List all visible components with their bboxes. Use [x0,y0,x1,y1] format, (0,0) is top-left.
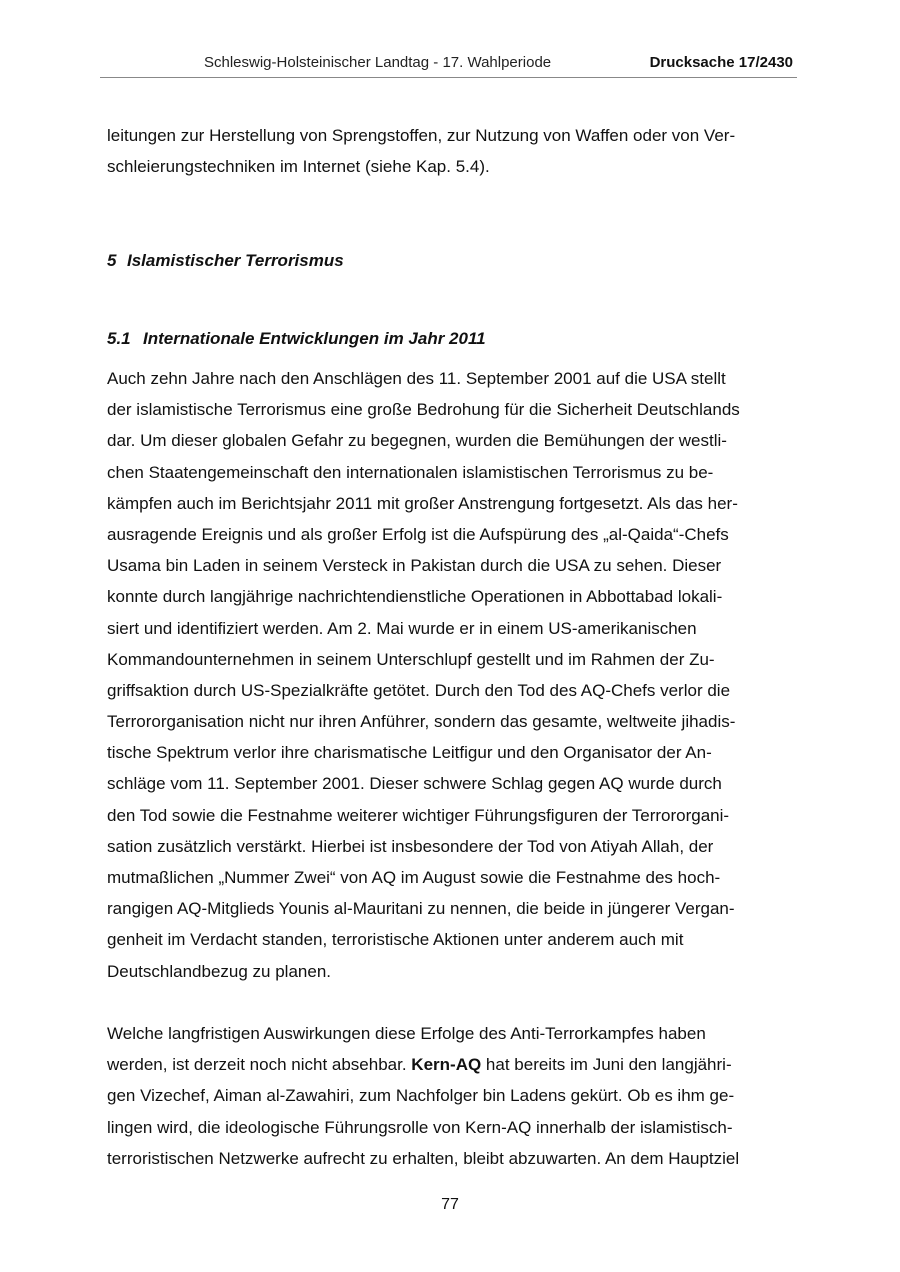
text-line: den Tod sowie die Festnahme weiterer wichtiger Führungsfiguren der Terrororgani- [107,805,730,825]
page-number: 77 [441,1196,459,1213]
text-line: ausragende Ereignis und als großer Erfolg ist die Aufspürung des „al-Qaida“-Chefs [107,524,729,544]
text-line [107,1049,807,1080]
text-line: der islamistische Terrorismus eine große Bedrohung für die Sicherheit Deutschlands [107,400,740,420]
text-line: mutmaßlichen „Nummer Zwei“ von AQ im August sowie die Festnahme des hoch- [107,868,721,887]
text-line: siert und identifiziert werden. Am 2. Mai wurde er in einem US-amerikanischen [107,618,697,638]
intro-paragraph [107,120,807,182]
text-line: kämpfen auch im Berichtsjahr 2011 mit großer Anstrengung fortgesetzt. Als das her- [107,493,738,513]
text-line: terroristischen Netzwerke aufrecht zu erhalten, bleibt abzuwarten. An dem Hauptziel [107,1148,740,1168]
text-line: tische Spektrum verlor ihre charismatische Leitfigur und den Organisator der An- [107,743,712,763]
text-line: Terrororganisation nicht nur ihren Anführer, sondern das gesamte, weltweite jihadis- [107,712,736,732]
text-line: Deutschlandbezug zu planen. [107,961,331,981]
page-header [100,52,797,78]
document-number: Drucksache 17/2430 [649,54,793,71]
text-segment: hat bereits im Juni den langjähri- [481,1055,732,1075]
section-title: Islamistischer Terrorismus [127,251,344,270]
text-line: rangigen AQ-Mitglieds Younis al-Mauritani zu nennen, die beide in jüngerer Vergan- [107,899,735,919]
text-line: leitungen zur Herstellung von Sprengstoffen, zur Nutzung von Waffen oder von Ver- [107,126,736,145]
section-heading [107,251,344,271]
text-line: dar. Um dieser globalen Gefahr zu begegnen, wurden die Bemühungen der westli- [107,431,727,451]
text-line: Welche langfristigen Auswirkungen diese Erfolge des Anti-Terrorkampfes haben [107,1024,706,1043]
text-line: schleierungstechniken im Internet (siehe Kap. 5.4). [107,157,490,177]
header-title: Schleswig-Holsteinischer Landtag - 17. Wahlperiode [204,54,552,71]
text-line: schläge vom 11. September 2001. Dieser schwere Schlag gegen AQ wurde durch [107,774,722,794]
text-line: Usama bin Laden in seinem Versteck in Pakistan durch die USA zu sehen. Dieser [107,556,722,576]
body-paragraph-1 [107,363,807,987]
text-line: lingen wird, die ideologische Führungsrolle von Kern-AQ innerhalb der islamistisch- [107,1117,733,1137]
text-line: gen Vizechef, Aiman al-Zawahiri, zum Nachfolger bin Ladens gekürt. Ob es ihm ge- [107,1086,735,1106]
text-line: sation zusätzlich verstärkt. Hierbei ist insbesondere der Tod von Atiyah Allah, der [107,836,714,856]
text-line: griffsaktion durch US-Spezialkräfte getötet. Durch den Tod des AQ-Chefs verlor die [107,680,731,700]
text-line: chen Staatengemeinschaft den internationalen islamistischen Terrorismus zu be- [107,462,714,482]
text-segment: werden, ist derzeit noch nicht absehbar. [107,1055,412,1075]
subsection-heading [107,329,486,349]
text-line: konnte durch langjährige nachrichtendienstliche Operationen in Abbottabad lokali- [107,587,723,607]
subsection-title: Internationale Entwicklungen im Jahr 2011 [143,329,486,348]
bold-term: Kern-AQ [411,1055,482,1075]
body-paragraph-2 [107,1018,807,1174]
section-number: 5 [107,251,117,270]
text-line: genheit im Verdacht standen, terroristische Aktionen unter anderem auch mit [107,930,684,950]
text-line: Auch zehn Jahre nach den Anschlägen des 11. September 2001 auf die USA stellt [107,369,726,388]
text-line: Kommandounternehmen in seinem Unterschlupf gestellt und im Rahmen der Zu- [107,649,715,669]
subsection-number: 5.1 [107,329,131,348]
